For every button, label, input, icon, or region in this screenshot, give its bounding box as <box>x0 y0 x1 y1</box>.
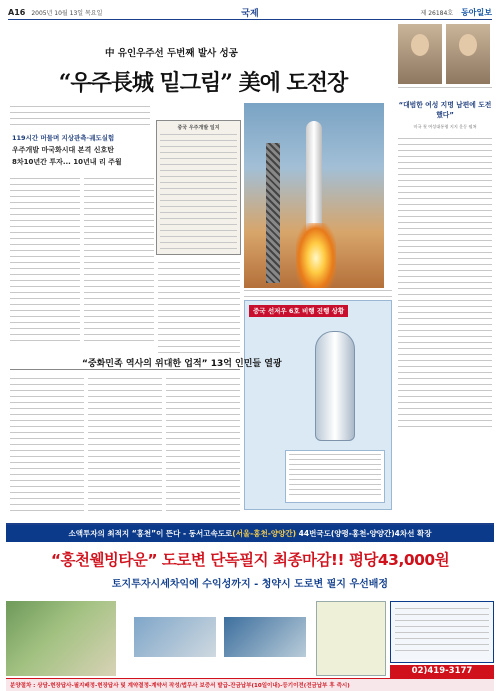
rocket-flame <box>296 223 336 288</box>
story2-column-2 <box>88 378 162 516</box>
rocket-body <box>306 121 322 231</box>
spacecraft-infographic <box>244 300 392 510</box>
portrait-photo-1 <box>398 24 442 84</box>
ad-phone-number[interactable]: 02)419-3177 <box>390 665 494 678</box>
launch-tower <box>266 143 280 283</box>
ad-location-map <box>316 601 386 676</box>
ad-footer: 분양절차 : 상담-현장답사-필지배정-현장답사 및 계약결정-계약서 작성/법무사 보증서 발급-잔금납부(10일이내)-등기이전(전금납부 후 즉시) <box>6 678 494 691</box>
ad-photo-3 <box>224 617 306 657</box>
newspaper-logo: 동아일보 <box>461 7 492 17</box>
body-column-1 <box>10 178 80 346</box>
ad-top-banner <box>6 525 494 542</box>
issue-date: 2005년 10월 13일 목요일 <box>31 10 103 17</box>
ad-info-box <box>390 601 494 663</box>
portrait-caption <box>398 87 492 88</box>
second-story-headline: “중화민족 역사의 위대한 업적” 13억 인민들 열광 <box>82 359 282 369</box>
right-subhead: 미국 첫 여성대통령 지지 운동 펼쳐 <box>413 124 477 129</box>
main-headline: “우주長城 밑그림” 美에 도전장 <box>58 70 348 96</box>
infographic-steps <box>285 450 385 503</box>
infographic-title: 중국 선저우 6호 비행 진행 상황 <box>249 305 348 317</box>
fact-box-title: 중국 우주개발 일지 <box>177 125 220 131</box>
ad-top-highlight: (서울-홍천-양양간) <box>232 529 297 538</box>
story2-column-3 <box>166 378 240 516</box>
subhead-1: 119시간 머물며 지상관측·궤도실험 <box>12 134 115 142</box>
body-column-3 <box>158 262 240 358</box>
ad-top-pre: 소액투자의 최적지 “홍천”이 뜬다 - 동서고속도로 <box>68 529 233 538</box>
fact-box <box>156 120 241 255</box>
section-title: 국제 <box>241 9 259 19</box>
page-number: A16 <box>8 8 26 17</box>
story2-column-1 <box>10 378 84 516</box>
right-column-text <box>398 138 492 427</box>
page-header <box>8 6 492 20</box>
subhead-3: 8차10년간 투자... 10년내 리 주월 <box>12 158 122 166</box>
advertisement <box>6 523 494 691</box>
story-divider <box>10 369 240 370</box>
fact-box-list <box>160 134 237 249</box>
ad-photo-2 <box>134 617 216 657</box>
ad-subheadline: 토지투자시세차익에 수익성까지 - 청약시 도로변 필지 우선배정 <box>111 579 389 590</box>
lead-paragraph <box>10 106 150 130</box>
ad-top-post: 44번국도(양평-홍천-양양간)4차선 확장 <box>298 529 432 538</box>
ad-info-lines <box>391 608 493 651</box>
ad-main-headline: “홍천웰빙타운” 도로변 단독필지 최종마감!! 평당43,000원 <box>50 551 450 569</box>
portrait-photos <box>398 24 492 84</box>
right-column <box>398 24 492 432</box>
subheads <box>12 132 152 168</box>
spacecraft-diagram <box>315 331 355 441</box>
body-column-2 <box>84 178 154 346</box>
issue-number: 제 26184호 <box>420 10 454 17</box>
article-kicker: 中 유인우주선 두번째 발사 성공 <box>105 48 238 59</box>
right-headline: “대범한 여성 지명 남편에 도전했다” <box>398 101 492 119</box>
portrait-photo-2 <box>446 24 490 84</box>
ad-landscape-photo <box>6 601 116 676</box>
rocket-launch-photo <box>244 103 384 288</box>
subhead-2: 우주개발 마국화시대 본격 신호탄 <box>12 146 114 154</box>
